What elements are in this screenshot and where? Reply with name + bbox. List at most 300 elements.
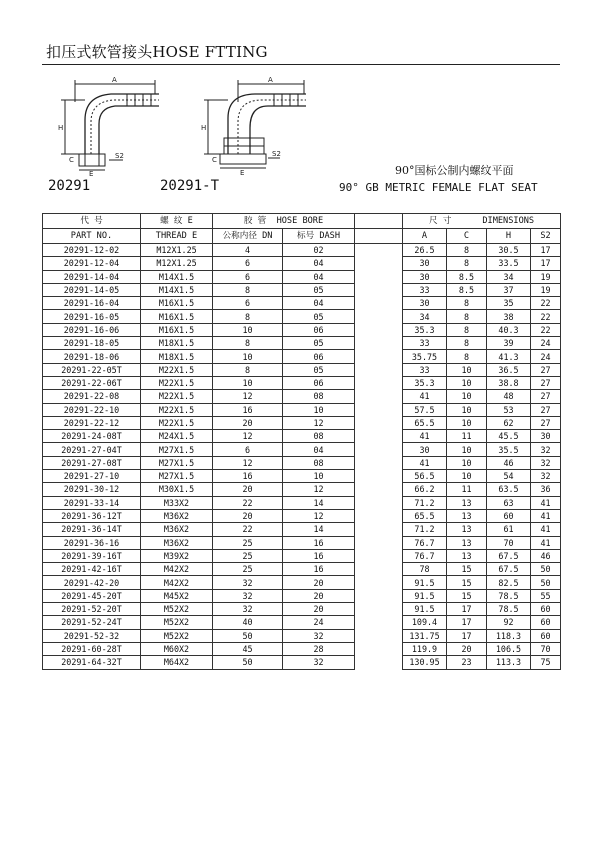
cell-gap xyxy=(355,563,403,576)
cell-c: 13 xyxy=(447,523,487,536)
table-row xyxy=(43,257,561,270)
dim-label-h: H xyxy=(201,124,207,132)
cell-part-no: 20291-36-12T xyxy=(43,509,141,522)
cell-thread: M36X2 xyxy=(141,536,213,549)
header-code-cn: 代 号 xyxy=(43,214,141,229)
cell-h: 78.5 xyxy=(487,603,531,616)
table-row xyxy=(43,297,561,310)
table-row xyxy=(43,416,561,429)
table-row xyxy=(43,629,561,642)
model-label-20291: 20291 xyxy=(48,178,91,194)
cell-a: 34 xyxy=(403,310,447,323)
cell-thread: M60X2 xyxy=(141,642,213,655)
cell-part-no: 20291-52-20T xyxy=(43,603,141,616)
cell-h: 41.3 xyxy=(487,350,531,363)
table-row xyxy=(43,363,561,376)
cell-dn: 25 xyxy=(213,536,283,549)
cell-thread: M36X2 xyxy=(141,509,213,522)
cell-part-no: 20291-52-32 xyxy=(43,629,141,642)
cell-part-no: 20291-22-08 xyxy=(43,390,141,403)
cell-a: 33 xyxy=(403,337,447,350)
cell-s2: 60 xyxy=(531,603,561,616)
subtitle-english: 90° GB METRIC FEMALE FLAT SEAT xyxy=(339,181,538,194)
cell-c: 8.5 xyxy=(447,283,487,296)
table-row xyxy=(43,549,561,562)
cell-a: 30 xyxy=(403,257,447,270)
cell-h: 36.5 xyxy=(487,363,531,376)
cell-h: 35.5 xyxy=(487,443,531,456)
subtitle-chinese: 90°国标公制内螺纹平面 xyxy=(395,164,514,177)
cell-h: 35 xyxy=(487,297,531,310)
header-s2: S2 xyxy=(531,229,561,244)
cell-thread: M52X2 xyxy=(141,629,213,642)
cell-gap xyxy=(355,456,403,469)
cell-gap xyxy=(355,416,403,429)
cell-h: 106.5 xyxy=(487,642,531,655)
dim-label-h: H xyxy=(58,124,64,132)
table-row xyxy=(43,403,561,416)
cell-s2: 22 xyxy=(531,323,561,336)
cell-thread: M22X1.5 xyxy=(141,403,213,416)
cell-dash: 06 xyxy=(283,350,355,363)
cell-part-no: 20291-16-05 xyxy=(43,310,141,323)
cell-s2: 50 xyxy=(531,563,561,576)
cell-a: 30 xyxy=(403,297,447,310)
cell-h: 62 xyxy=(487,416,531,429)
cell-dash: 04 xyxy=(283,257,355,270)
cell-gap xyxy=(355,616,403,629)
cell-s2: 41 xyxy=(531,536,561,549)
cell-dash: 16 xyxy=(283,536,355,549)
cell-dash: 08 xyxy=(283,390,355,403)
cell-dn: 10 xyxy=(213,376,283,389)
cell-c: 8 xyxy=(447,350,487,363)
cell-dn: 25 xyxy=(213,563,283,576)
header-dimensions xyxy=(403,214,561,229)
cell-s2: 27 xyxy=(531,363,561,376)
dim-label-c: C xyxy=(212,156,217,164)
cell-thread: M22X1.5 xyxy=(141,416,213,429)
cell-thread: M52X2 xyxy=(141,603,213,616)
cell-dash: 05 xyxy=(283,310,355,323)
cell-c: 8 xyxy=(447,297,487,310)
cell-a: 33 xyxy=(403,363,447,376)
cell-part-no: 20291-36-14T xyxy=(43,523,141,536)
cell-dash: 32 xyxy=(283,629,355,642)
cell-gap xyxy=(355,323,403,336)
cell-s2: 60 xyxy=(531,629,561,642)
cell-gap xyxy=(355,376,403,389)
cell-h: 92 xyxy=(487,616,531,629)
cell-part-no: 20291-42-20 xyxy=(43,576,141,589)
fitting-drawing-20291 xyxy=(55,72,165,178)
cell-h: 38.8 xyxy=(487,376,531,389)
cell-thread: M42X2 xyxy=(141,576,213,589)
cell-s2: 32 xyxy=(531,456,561,469)
cell-s2: 24 xyxy=(531,350,561,363)
dim-label-s2: S2 xyxy=(115,152,124,160)
table-row xyxy=(43,616,561,629)
cell-thread: M22X1.5 xyxy=(141,390,213,403)
cell-s2: 36 xyxy=(531,483,561,496)
cell-dash: 24 xyxy=(283,616,355,629)
cell-thread: M24X1.5 xyxy=(141,430,213,443)
cell-c: 17 xyxy=(447,616,487,629)
cell-a: 91.5 xyxy=(403,603,447,616)
cell-gap xyxy=(355,350,403,363)
cell-dash: 16 xyxy=(283,549,355,562)
cell-gap xyxy=(355,244,403,257)
header-hose xyxy=(213,214,355,229)
cell-a: 41 xyxy=(403,456,447,469)
cell-c: 10 xyxy=(447,363,487,376)
cell-part-no: 20291-14-04 xyxy=(43,270,141,283)
header-a: A xyxy=(403,229,447,244)
cell-thread: M39X2 xyxy=(141,549,213,562)
cell-s2: 22 xyxy=(531,297,561,310)
table-row xyxy=(43,456,561,469)
cell-s2: 32 xyxy=(531,443,561,456)
cell-h: 39 xyxy=(487,337,531,350)
cell-gap xyxy=(355,629,403,642)
cell-part-no: 20291-39-16T xyxy=(43,549,141,562)
cell-dash: 08 xyxy=(283,456,355,469)
cell-thread: M16X1.5 xyxy=(141,323,213,336)
cell-c: 10 xyxy=(447,376,487,389)
cell-h: 78.5 xyxy=(487,589,531,602)
header-dash: 标号 DASH xyxy=(283,229,355,244)
cell-s2: 19 xyxy=(531,270,561,283)
cell-thread: M33X2 xyxy=(141,496,213,509)
cell-h: 34 xyxy=(487,270,531,283)
cell-thread: M27X1.5 xyxy=(141,470,213,483)
cell-a: 91.5 xyxy=(403,589,447,602)
cell-dash: 04 xyxy=(283,270,355,283)
cell-part-no: 20291-33-14 xyxy=(43,496,141,509)
cell-a: 30 xyxy=(403,270,447,283)
cell-part-no: 20291-14-05 xyxy=(43,283,141,296)
cell-a: 91.5 xyxy=(403,576,447,589)
cell-dn: 12 xyxy=(213,430,283,443)
cell-dn: 10 xyxy=(213,323,283,336)
cell-a: 35.3 xyxy=(403,323,447,336)
cell-dash: 10 xyxy=(283,470,355,483)
cell-gap xyxy=(355,549,403,562)
cell-gap xyxy=(355,536,403,549)
cell-part-no: 20291-27-04T xyxy=(43,443,141,456)
cell-a: 57.5 xyxy=(403,403,447,416)
cell-s2: 41 xyxy=(531,523,561,536)
cell-part-no: 20291-27-10 xyxy=(43,470,141,483)
cell-dn: 6 xyxy=(213,443,283,456)
cell-dn: 32 xyxy=(213,576,283,589)
cell-c: 11 xyxy=(447,483,487,496)
cell-a: 71.2 xyxy=(403,496,447,509)
cell-dash: 10 xyxy=(283,403,355,416)
cell-c: 8 xyxy=(447,323,487,336)
cell-thread: M42X2 xyxy=(141,563,213,576)
cell-gap xyxy=(355,603,403,616)
cell-gap xyxy=(355,270,403,283)
cell-s2: 41 xyxy=(531,509,561,522)
cell-h: 61 xyxy=(487,523,531,536)
cell-dn: 20 xyxy=(213,416,283,429)
cell-s2: 46 xyxy=(531,549,561,562)
cell-c: 8 xyxy=(447,337,487,350)
table-row xyxy=(43,430,561,443)
table-row xyxy=(43,523,561,536)
table-row xyxy=(43,576,561,589)
cell-c: 15 xyxy=(447,589,487,602)
cell-part-no: 20291-30-12 xyxy=(43,483,141,496)
cell-s2: 50 xyxy=(531,576,561,589)
cell-s2: 24 xyxy=(531,337,561,350)
cell-h: 113.3 xyxy=(487,656,531,669)
cell-dn: 40 xyxy=(213,616,283,629)
cell-gap xyxy=(355,483,403,496)
table-row xyxy=(43,323,561,336)
cell-part-no: 20291-64-32T xyxy=(43,656,141,669)
cell-dash: 14 xyxy=(283,496,355,509)
cell-h: 48 xyxy=(487,390,531,403)
table-body xyxy=(43,244,561,670)
header-hose-cn: 胶 管 xyxy=(243,215,267,226)
cell-c: 11 xyxy=(447,430,487,443)
cell-thread: M27X1.5 xyxy=(141,443,213,456)
cell-s2: 60 xyxy=(531,616,561,629)
header-c: C xyxy=(447,229,487,244)
cell-thread: M16X1.5 xyxy=(141,310,213,323)
dim-label-a: A xyxy=(112,76,117,84)
cell-part-no: 20291-22-12 xyxy=(43,416,141,429)
cell-a: 76.7 xyxy=(403,536,447,549)
specification-table xyxy=(42,213,561,670)
cell-dash: 12 xyxy=(283,509,355,522)
table-row xyxy=(43,656,561,669)
cell-dash: 12 xyxy=(283,483,355,496)
cell-dash: 06 xyxy=(283,376,355,389)
table-row xyxy=(43,470,561,483)
cell-c: 13 xyxy=(447,496,487,509)
table-row xyxy=(43,350,561,363)
cell-s2: 70 xyxy=(531,642,561,655)
cell-a: 131.75 xyxy=(403,629,447,642)
cell-c: 10 xyxy=(447,443,487,456)
cell-gap xyxy=(355,283,403,296)
cell-dash: 04 xyxy=(283,297,355,310)
table-row xyxy=(43,390,561,403)
cell-gap xyxy=(355,390,403,403)
cell-dash: 20 xyxy=(283,589,355,602)
table-row xyxy=(43,270,561,283)
cell-part-no: 20291-36-16 xyxy=(43,536,141,549)
cell-dn: 16 xyxy=(213,403,283,416)
cell-gap xyxy=(355,363,403,376)
cell-a: 26.5 xyxy=(403,244,447,257)
cell-gap xyxy=(355,337,403,350)
cell-part-no: 20291-18-05 xyxy=(43,337,141,350)
title-rule xyxy=(42,64,560,65)
header-hose-en: HOSE BORE xyxy=(276,215,324,226)
cell-dn: 6 xyxy=(213,297,283,310)
header-thread-en: THREAD E xyxy=(141,229,213,244)
cell-dash: 04 xyxy=(283,443,355,456)
cell-a: 71.2 xyxy=(403,523,447,536)
header-gap xyxy=(355,229,403,244)
cell-c: 15 xyxy=(447,576,487,589)
cell-h: 53 xyxy=(487,403,531,416)
cell-thread: M12X1.25 xyxy=(141,257,213,270)
cell-dash: 32 xyxy=(283,656,355,669)
cell-gap xyxy=(355,257,403,270)
cell-s2: 27 xyxy=(531,403,561,416)
cell-c: 10 xyxy=(447,456,487,469)
cell-h: 38 xyxy=(487,310,531,323)
cell-c: 10 xyxy=(447,416,487,429)
cell-c: 8 xyxy=(447,310,487,323)
cell-dn: 4 xyxy=(213,244,283,257)
cell-gap xyxy=(355,310,403,323)
cell-thread: M18X1.5 xyxy=(141,350,213,363)
cell-dn: 8 xyxy=(213,337,283,350)
cell-thread: M64X2 xyxy=(141,656,213,669)
header-thread-cn: 螺 纹 E xyxy=(141,214,213,229)
cell-dn: 6 xyxy=(213,270,283,283)
cell-s2: 41 xyxy=(531,496,561,509)
fitting-drawing-20291-T xyxy=(198,72,310,177)
cell-h: 30.5 xyxy=(487,244,531,257)
table-row xyxy=(43,563,561,576)
dim-label-c: C xyxy=(69,156,74,164)
cell-dash: 05 xyxy=(283,283,355,296)
cell-thread: M30X1.5 xyxy=(141,483,213,496)
cell-h: 70 xyxy=(487,536,531,549)
table-row xyxy=(43,509,561,522)
header-dn: 公称内径 DN xyxy=(213,229,283,244)
cell-c: 8.5 xyxy=(447,270,487,283)
cell-thread: M22X1.5 xyxy=(141,376,213,389)
cell-dn: 8 xyxy=(213,363,283,376)
cell-gap xyxy=(355,576,403,589)
cell-a: 56.5 xyxy=(403,470,447,483)
cell-h: 63 xyxy=(487,496,531,509)
cell-c: 10 xyxy=(447,470,487,483)
cell-gap xyxy=(355,589,403,602)
cell-h: 67.5 xyxy=(487,549,531,562)
cell-a: 66.2 xyxy=(403,483,447,496)
header-dim-en: DIMENSIONS xyxy=(482,215,535,226)
cell-gap xyxy=(355,509,403,522)
cell-s2: 27 xyxy=(531,390,561,403)
cell-h: 63.5 xyxy=(487,483,531,496)
cell-a: 119.9 xyxy=(403,642,447,655)
cell-dn: 12 xyxy=(213,456,283,469)
cell-dn: 50 xyxy=(213,629,283,642)
cell-part-no: 20291-24-08T xyxy=(43,430,141,443)
cell-thread: M16X1.5 xyxy=(141,297,213,310)
cell-s2: 27 xyxy=(531,376,561,389)
cell-thread: M18X1.5 xyxy=(141,337,213,350)
cell-thread: M12X1.25 xyxy=(141,244,213,257)
cell-thread: M14X1.5 xyxy=(141,283,213,296)
table-row xyxy=(43,443,561,456)
cell-h: 54 xyxy=(487,470,531,483)
cell-dn: 20 xyxy=(213,509,283,522)
cell-h: 118.3 xyxy=(487,629,531,642)
cell-dash: 12 xyxy=(283,416,355,429)
cell-thread: M27X1.5 xyxy=(141,456,213,469)
cell-a: 35.75 xyxy=(403,350,447,363)
cell-gap xyxy=(355,297,403,310)
cell-a: 76.7 xyxy=(403,549,447,562)
dim-label-s2: S2 xyxy=(272,150,281,158)
cell-dash: 06 xyxy=(283,323,355,336)
cell-thread: M36X2 xyxy=(141,523,213,536)
cell-h: 46 xyxy=(487,456,531,469)
table-row xyxy=(43,536,561,549)
cell-dash: 08 xyxy=(283,430,355,443)
cell-gap xyxy=(355,523,403,536)
cell-s2: 22 xyxy=(531,310,561,323)
table-row xyxy=(43,642,561,655)
cell-c: 13 xyxy=(447,536,487,549)
cell-dn: 10 xyxy=(213,350,283,363)
cell-a: 33 xyxy=(403,283,447,296)
cell-thread: M52X2 xyxy=(141,616,213,629)
table-row xyxy=(43,589,561,602)
cell-h: 45.5 xyxy=(487,430,531,443)
cell-dash: 20 xyxy=(283,603,355,616)
cell-c: 10 xyxy=(447,390,487,403)
cell-c: 20 xyxy=(447,642,487,655)
cell-s2: 55 xyxy=(531,589,561,602)
cell-part-no: 20291-12-02 xyxy=(43,244,141,257)
cell-dash: 14 xyxy=(283,523,355,536)
cell-dn: 16 xyxy=(213,470,283,483)
cell-s2: 17 xyxy=(531,257,561,270)
cell-gap xyxy=(355,642,403,655)
cell-part-no: 20291-60-28T xyxy=(43,642,141,655)
model-label-20291-T: 20291-T xyxy=(160,178,220,194)
cell-dn: 25 xyxy=(213,549,283,562)
cell-c: 13 xyxy=(447,549,487,562)
cell-h: 82.5 xyxy=(487,576,531,589)
table-row xyxy=(43,496,561,509)
cell-a: 130.95 xyxy=(403,656,447,669)
cell-a: 109.4 xyxy=(403,616,447,629)
cell-dn: 32 xyxy=(213,603,283,616)
cell-h: 40.3 xyxy=(487,323,531,336)
cell-dash: 20 xyxy=(283,576,355,589)
cell-a: 35.3 xyxy=(403,376,447,389)
cell-part-no: 20291-22-10 xyxy=(43,403,141,416)
cell-part-no: 20291-27-08T xyxy=(43,456,141,469)
cell-gap xyxy=(355,656,403,669)
cell-c: 8 xyxy=(447,257,487,270)
cell-s2: 19 xyxy=(531,283,561,296)
cell-part-no: 20291-12-04 xyxy=(43,257,141,270)
header-dim-cn: 尺 寸 xyxy=(428,215,452,226)
cell-part-no: 20291-42-16T xyxy=(43,563,141,576)
cell-gap xyxy=(355,470,403,483)
header-gap xyxy=(355,214,403,229)
cell-s2: 32 xyxy=(531,470,561,483)
cell-dn: 32 xyxy=(213,589,283,602)
table-row xyxy=(43,483,561,496)
cell-part-no: 20291-16-06 xyxy=(43,323,141,336)
cell-c: 10 xyxy=(447,403,487,416)
cell-a: 65.5 xyxy=(403,416,447,429)
